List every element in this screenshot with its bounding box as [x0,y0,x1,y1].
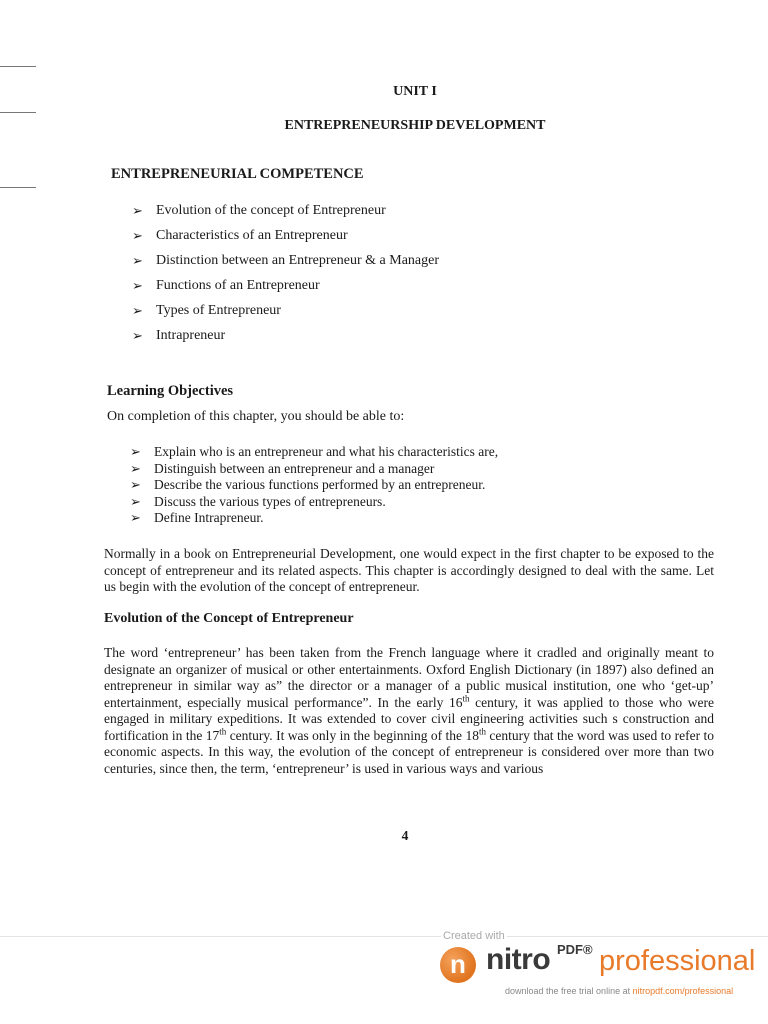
intro-paragraph: Normally in a book on Entrepreneurial Development, one would expect in the first chapter to be exposed to the concept of entrepreneur and its related aspects. This chapter is accordingly designed to deal with the same. Let us begin with the evolution of the concept of entrepreneur. [104,546,714,594]
arrow-bullet-icon: ➢ [132,277,143,293]
arrow-bullet-icon: ➢ [130,493,141,509]
arrow-bullet-icon: ➢ [130,477,141,493]
list-item: ➢ Describe the various functions performed by an entrepreneur. [130,477,486,493]
arrow-bullet-icon: ➢ [130,460,141,476]
list-item: ➢ Explain who is an entrepreneur and what his characteristics are, [130,444,499,460]
nitro-brand: nitro [486,943,551,976]
list-item: ➢ Discuss the various types of entrepreneurs. [130,493,386,509]
arrow-bullet-icon: ➢ [132,302,143,318]
trial-link[interactable]: nitropdf.com/professional [632,986,734,996]
nitro-edition: professional [599,945,756,977]
evolution-paragraph: The word ‘entrepreneur’ has been taken from the French language where it cradled and originally meant to designate an organizer of musical or other entertainments. Oxford English Dictionary (in 1897) also defined an entrepreneur in similar way as” the director or a manager of a public musical institution, one who ‘get-up’ entertainment, especially musical performance”. In the early 16th century, it was applied to those who were engaged in military expeditions. It was extended to cover civil engineering activities such s construction and fortification in the 17th century. It was only in the beginning of the 18th century that the word was used to refer to economic aspects. In this way, the evolution of the concept of entrepreneur is considered over more than two centuries, since then, the term, ‘entrepreneur’ is used in various ways and various [104,645,714,776]
margin-mark [0,187,36,188]
arrow-bullet-icon: ➢ [132,327,143,343]
list-item: ➢ Intrapreneur [132,323,439,348]
created-with-label: Created with [443,930,505,942]
list-item: ➢ Types of Entrepreneur [132,298,439,323]
main-title: ENTREPRENEURSHIP DEVELOPMENT [284,118,546,133]
trial-notice: download the free trial online at nitropdf.com/professional [505,986,734,996]
arrow-bullet-icon: ➢ [132,202,143,218]
arrow-bullet-icon: ➢ [132,252,143,268]
margin-mark [0,66,36,67]
list-item: ➢ Define Intrapreneur. [130,510,264,526]
margin-mark [0,112,36,113]
nitro-logo-icon: n [440,947,476,983]
arrow-bullet-icon: ➢ [130,510,141,526]
page-number: 4 [401,828,409,843]
unit-title: UNIT I [393,84,437,99]
list-item: ➢ Evolution of the concept of Entrepreneur [132,198,439,223]
arrow-bullet-icon: ➢ [130,444,141,460]
list-item: ➢ Distinction between an Entrepreneur & a Manager [132,248,439,273]
learning-objectives-heading: Learning Objectives [107,383,234,399]
list-item: ➢ Distinguish between an entrepreneur and a manager [130,460,435,476]
list-item: ➢ Functions of an Entrepreneur [132,273,439,298]
topic-list [132,198,439,348]
nitro-pdf-superscript: PDF® [557,942,593,957]
section-heading: ENTREPRENEURIAL COMPETENCE [111,166,364,182]
evolution-heading: Evolution of the Concept of Entrepreneur [104,611,354,626]
objectives-list [130,444,498,527]
footer-divider [0,936,768,937]
learning-objectives-intro: On completion of this chapter, you should be able to: [107,409,405,424]
list-item: ➢ Characteristics of an Entrepreneur [132,223,439,248]
arrow-bullet-icon: ➢ [132,227,143,243]
